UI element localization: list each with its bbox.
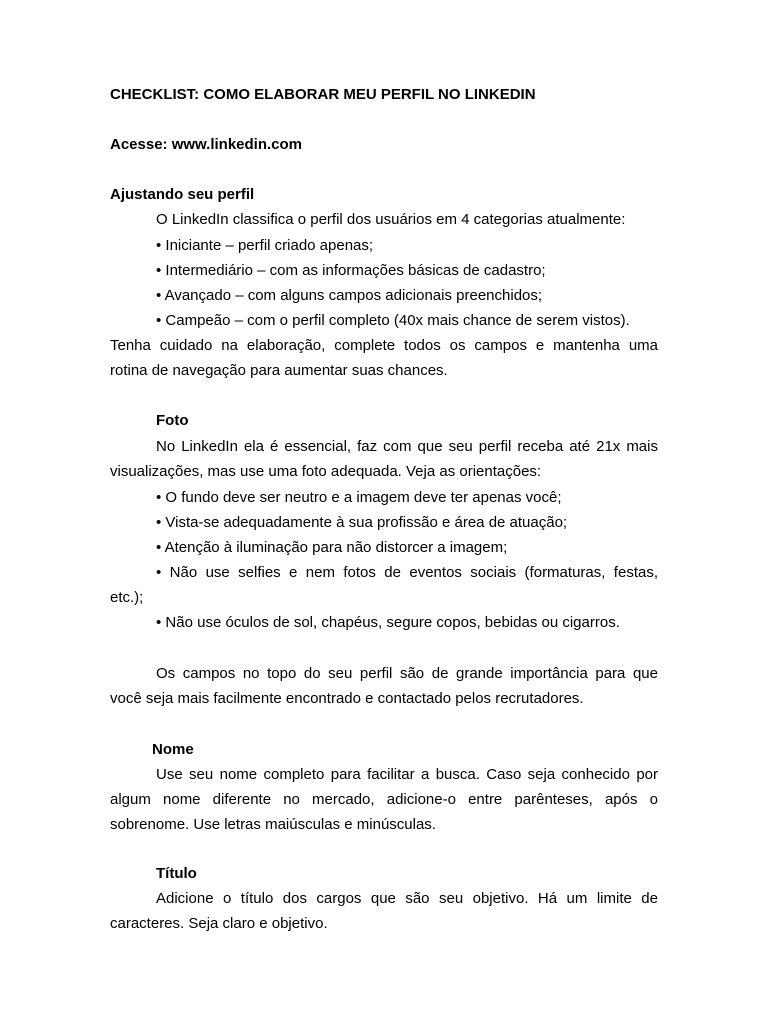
paragraph-line: algum nome diferente no mercado, adicione-o entre parênteses, após o: [110, 791, 658, 808]
paragraph-line: No LinkedIn ela é essencial, faz com que seu perfil receba até 21x mais: [156, 438, 658, 455]
document-title: CHECKLIST: COMO ELABORAR MEU PERFIL NO LINKEDIN: [110, 86, 536, 103]
bullet-item: • Intermediário – com as informações básicas de cadastro;: [156, 262, 546, 279]
heading-nome: Nome: [152, 741, 194, 758]
bullet-item: • Vista-se adequadamente à sua profissão e área de atuação;: [156, 514, 568, 531]
paragraph-line: rotina de navegação para aumentar suas chances.: [110, 362, 448, 379]
paragraph-line: Use seu nome completo para facilitar a busca. Caso seja conhecido por: [156, 766, 658, 783]
paragraph-line: visualizações, mas use uma foto adequada. Veja as orientações:: [110, 463, 542, 480]
paragraph-line: você seja mais facilmente encontrado e contactado pelos recrutadores.: [110, 690, 584, 707]
bullet-item: • Atenção à iluminação para não distorcer a imagem;: [156, 539, 508, 556]
bullet-continuation: etc.);: [110, 589, 144, 606]
bullet-item: • Avançado – com alguns campos adicionais preenchidos;: [156, 287, 543, 304]
bullet-item: • Campeão – com o perfil completo (40x mais chance de serem vistos).: [156, 312, 630, 329]
access-line: Acesse: www.linkedin.com: [110, 136, 303, 153]
heading-titulo: Título: [156, 865, 197, 882]
bullet-item: • Não use óculos de sol, chapéus, segure copos, bebidas ou cigarros.: [156, 614, 620, 631]
heading-foto: Foto: [156, 412, 189, 429]
paragraph-line: sobrenome. Use letras maiúsculas e minúsculas.: [110, 816, 436, 833]
bullet-item: • O fundo deve ser neutro e a imagem deve ter apenas você;: [156, 489, 562, 506]
paragraph-line: Os campos no topo do seu perfil são de grande importância para que: [156, 665, 658, 682]
paragraph-line: caracteres. Seja claro e objetivo.: [110, 915, 328, 932]
ajustando-intro: O LinkedIn classifica o perfil dos usuários em 4 categorias atualmente:: [156, 211, 626, 228]
paragraph-line: Tenha cuidado na elaboração, complete todos os campos e mantenha uma: [110, 337, 658, 354]
heading-ajustando: Ajustando seu perfil: [110, 186, 255, 203]
bullet-item: • Iniciante – perfil criado apenas;: [156, 237, 374, 254]
paragraph-line: Adicione o título dos cargos que são seu objetivo. Há um limite de: [156, 890, 658, 907]
bullet-item: • Não use selfies e nem fotos de eventos sociais (formaturas, festas,: [156, 564, 658, 581]
